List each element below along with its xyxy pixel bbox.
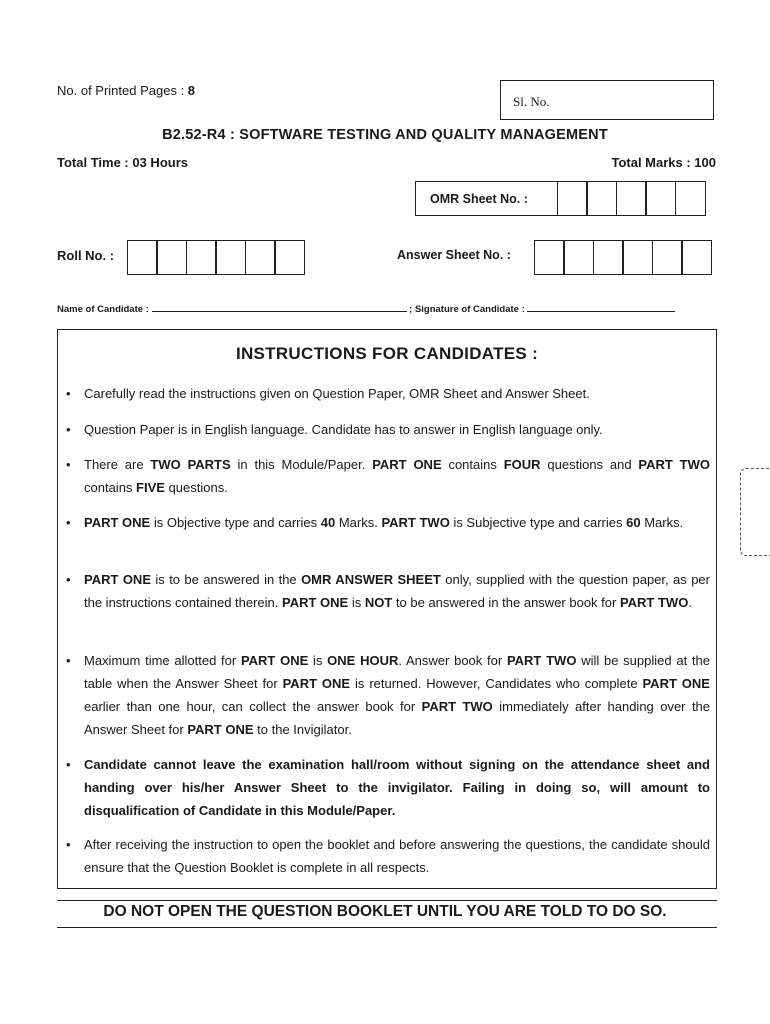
instruction-text: is: [348, 595, 365, 610]
digit-box[interactable]: [586, 181, 617, 216]
instruction-emphasis: PART ONE: [282, 676, 351, 691]
digit-box[interactable]: [593, 240, 624, 275]
candidate-signature-line[interactable]: [527, 303, 675, 312]
instruction-emphasis: TWO PARTS: [150, 457, 231, 472]
instruction-item: [84, 568, 710, 614]
instruction-emphasis: PART TWO: [638, 457, 710, 472]
digit-box[interactable]: [616, 181, 647, 216]
instruction-emphasis: 40: [320, 515, 336, 530]
printed-pages-value: 8: [187, 83, 196, 98]
digit-box[interactable]: [245, 240, 276, 275]
instruction-text: questions.: [164, 480, 228, 495]
omr-sheet-label: OMR Sheet No. :: [415, 181, 558, 216]
instruction-text: Question Paper is in English language. Candidate has to answer in English language only.: [84, 422, 603, 437]
instruction-text: to the Invigilator.: [253, 722, 352, 737]
instruction-emphasis: PART TWO: [421, 699, 493, 714]
instruction-text: Carefully read the instructions given on Question Paper, OMR Sheet and Answer Sheet.: [84, 386, 590, 401]
instruction-text: is: [308, 653, 328, 668]
instructions-box: [57, 329, 717, 889]
instruction-emphasis: PART ONE: [240, 653, 309, 668]
instruction-text: is Subjective type and carries: [449, 515, 627, 530]
candidate-signature-label: ; Signature of Candidate :: [409, 304, 525, 315]
answer-sheet-number-boxes[interactable]: [535, 240, 712, 275]
instruction-item: [84, 382, 710, 405]
page-edge-tab-mark: [740, 468, 770, 556]
instruction-emphasis: PART ONE: [642, 676, 710, 691]
digit-box[interactable]: [563, 240, 594, 275]
instruction-text: There are: [84, 457, 151, 472]
instruction-item: [84, 833, 710, 879]
instruction-text: earlier than one hour, can collect the answer book for: [84, 699, 422, 714]
instruction-emphasis: PART TWO: [381, 515, 450, 530]
footer-rule-top: [57, 900, 717, 901]
instruction-emphasis: FIVE: [136, 480, 165, 495]
instruction-emphasis: FOUR: [503, 457, 541, 472]
instruction-emphasis: NOT: [364, 595, 393, 610]
answer-sheet-label: Answer Sheet No. :: [397, 248, 511, 262]
digit-box[interactable]: [274, 240, 305, 275]
digit-box[interactable]: [622, 240, 653, 275]
instruction-item: [84, 511, 710, 534]
digit-box[interactable]: [675, 181, 706, 216]
roll-number-label: Roll No. :: [57, 248, 115, 263]
digit-box[interactable]: [652, 240, 683, 275]
instruction-text: contains: [84, 480, 137, 495]
candidate-name-signature-row: [57, 303, 717, 315]
instruction-emphasis: Candidate cannot leave the examination hall/room without signing on the attendance sheet and handing over his/her Answer Sheet to the invigilator. Failing in doing so, will amount to disqualification of Candidate in this Module/Paper.: [84, 757, 710, 818]
digit-box[interactable]: [127, 240, 158, 275]
roll-number-boxes[interactable]: [128, 240, 305, 275]
instruction-text: . Answer book for: [398, 653, 507, 668]
instruction-text: to be answered in the answer book for: [392, 595, 620, 610]
instruction-emphasis: OMR ANSWER SHEET: [301, 572, 441, 587]
instruction-text: immediately after handing over the Answer Sheet for: [84, 699, 711, 737]
printed-pages: [57, 83, 195, 98]
digit-box[interactable]: [557, 181, 588, 216]
instruction-emphasis: PART TWO: [619, 595, 689, 610]
instruction-emphasis: PART TWO: [506, 653, 577, 668]
instruction-text: Marks.: [335, 515, 382, 530]
instruction-text: in this Module/Paper.: [230, 457, 373, 472]
serial-number-box[interactable]: [500, 80, 714, 120]
serial-number-label: Sl. No.: [513, 94, 550, 109]
do-not-open-notice: DO NOT OPEN THE QUESTION BOOKLET UNTIL YOU ARE TOLD TO DO SO.: [103, 903, 667, 920]
instruction-emphasis: ONE HOUR: [327, 653, 399, 668]
footer-rule-bottom: [57, 927, 717, 928]
instruction-text: contains: [441, 457, 504, 472]
paper-title: B2.52-R4 : SOFTWARE TESTING AND QUALITY MANAGEMENT: [162, 127, 608, 143]
digit-box[interactable]: [534, 240, 565, 275]
instruction-emphasis: 60: [626, 515, 641, 530]
candidate-name-label: Name of Candidate :: [57, 304, 149, 315]
instruction-text: is Objective type and carries: [150, 515, 321, 530]
digit-box[interactable]: [681, 240, 712, 275]
digit-box[interactable]: [156, 240, 187, 275]
digit-box[interactable]: [645, 181, 676, 216]
instruction-emphasis: PART ONE: [84, 515, 151, 530]
instruction-text: questions and: [540, 457, 639, 472]
digit-box[interactable]: [215, 240, 246, 275]
instruction-item: [84, 649, 710, 741]
instruction-emphasis: PART ONE: [187, 722, 254, 737]
instruction-item: [84, 753, 710, 822]
instruction-text: Maximum time allotted for: [84, 653, 241, 668]
instruction-emphasis: PART ONE: [372, 457, 442, 472]
candidate-name-line[interactable]: [152, 303, 407, 312]
digit-box[interactable]: [186, 240, 217, 275]
instructions-title: INSTRUCTIONS FOR CANDIDATES :: [235, 344, 539, 363]
total-time: Total Time : 03 Hours: [57, 155, 188, 170]
printed-pages-label: No. of Printed Pages :: [57, 83, 188, 98]
instruction-emphasis: PART ONE: [84, 572, 151, 587]
instruction-emphasis: PART ONE: [282, 595, 349, 610]
instruction-text: only, supplied with the question paper, as per the instructions contained therein.: [84, 572, 710, 610]
instruction-item: [84, 418, 710, 441]
instruction-item: [84, 453, 710, 499]
instruction-text: is returned. However, Candidates who complete: [350, 676, 643, 691]
total-marks: Total Marks : 100: [611, 155, 716, 170]
instruction-text: will be supplied at the table when the Answer Sheet for: [84, 653, 711, 691]
instruction-text: is to be answered in the: [151, 572, 302, 587]
omr-sheet-number-boxes[interactable]: [558, 181, 706, 216]
instruction-text: .: [688, 595, 692, 610]
instruction-text: After receiving the instruction to open the booklet and before answering the questions, the candidate should ensure that the Question Booklet is complete in all respects.: [84, 837, 710, 875]
instruction-text: Marks.: [640, 515, 684, 530]
